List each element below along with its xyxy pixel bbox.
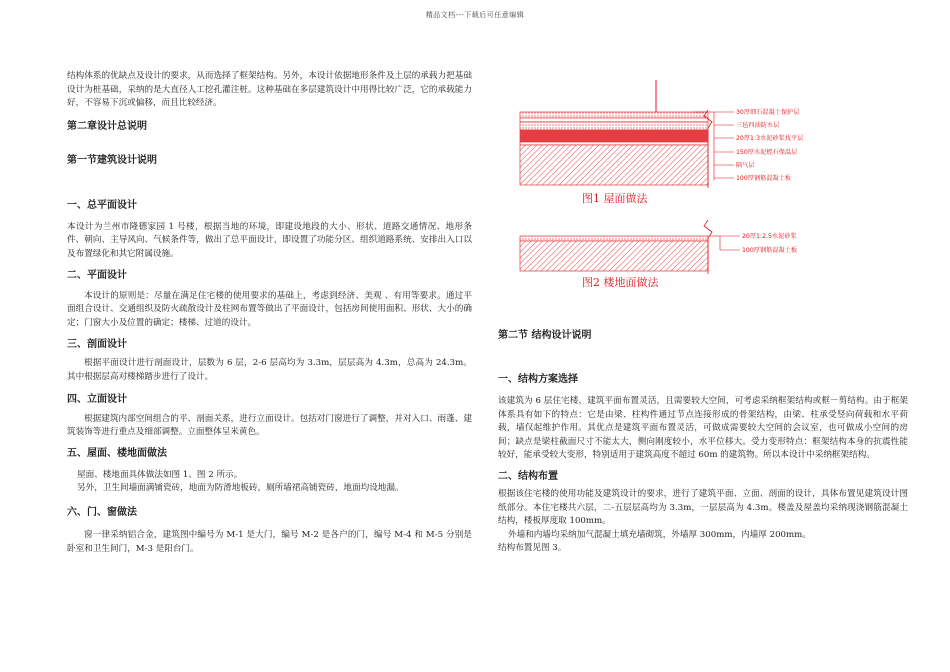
section-title-structure: 第二节 结构设计说明 xyxy=(498,330,592,341)
page-watermark: 精品文档---下载后可任意编辑 xyxy=(425,11,525,19)
paragraph-structure-layout-1: 根据该住宅楼的使用功能及建筑设计的要求，进行了建筑平面、立面、剖面的设计，具体布置见建筑设计图纸部分。本住宅楼共六层，二-五层层高均为 3.3m，一层层高为 4.3m。楼盖及屋盖均采纳现浇钢筋混凝土结构，楼板厚度取 100mm。 xyxy=(498,488,908,527)
roof-layer-4-label: 150厚水泥蛭石保温层 xyxy=(736,149,798,156)
paragraph-section-design: 根据平面设计进行剖面设计，层数为 6 层，2-6 层高均为 3.3m，层层高为 4.3m，总高为 24.3m。其中根据层高对楼梯踏步进行了设计。 xyxy=(67,358,472,382)
paragraph-roof-floor-1: 屋面、楼地面具体做法如图 1、图 2 所示。 xyxy=(77,469,243,480)
paragraph-doors-windows: 窗一律采纳铝合金，建筑图中编号为 M-1 是大门，编号 M-2 是各户的门，编号 M-4 和 M-5 分别是卧室和卫生间门，M-3 是阳台门。 xyxy=(67,529,472,554)
paragraph-structure-scheme: 该建筑为 6 层住宅楼，建筑平面布置灵活，且需要较大空间，可考虑采纳框架结构或框－剪结构。由于框架体系具有如下的特点：它是由梁、柱构件通过节点连接形成的骨架结构，由梁、柱承受竖向荷载和水平荷载，墙仅起维护作用。其优点是建筑平面布置灵活，可做成需要较大空间的会议室，也可做成小空间的房间；缺点是梁柱截面尺寸不能太大，侧向刚度较小，水平位移大。受力变形特点：框架结构本身的抗震性能较好，能承受较大变形，特别适用于建筑高度不超过 60m 的建筑物。所以本设计中采纳框架结构。 xyxy=(498,396,908,461)
paragraph-elevation-design: 根据建筑内部空间组合的平、剖面关系，进行立面设计。包括对门窗进行了调整，并对入口、雨蓬、建筑装饰等进行重点及细部调整。立面整体呈米黄色。 xyxy=(67,413,472,438)
roof-layer-5-label: 隔气层 xyxy=(736,162,755,169)
left-column xyxy=(67,70,472,556)
floor-layer-2-label: 100厚钢筋混凝土板 xyxy=(742,247,798,254)
paragraph-plan-design: 本设计的原则是：尽量在满足住宅楼的使用要求的基础上，考虑到经济、美观 、有用等要求。通过平面组合设计、交通组织及防火疏散设计及柱网布置等做出了平面设计，包括房间使用面积、形状、大小的确定；门窗大小及位置的确定；楼梯、过道的设计。 xyxy=(67,290,472,328)
paragraph-structure-layout-3: 结构布置见图 3。 xyxy=(498,543,567,554)
roof-section-drawing xyxy=(520,80,804,205)
heading-site-plan: 一、总平面设计 xyxy=(67,199,137,211)
paragraph-roof-floor-2: 另外，卫生间墙面满铺瓷砖，地面为防滑地板砖，厕所墙裙高铺瓷砖，地面均设地漏。 xyxy=(77,483,404,494)
heading-doors-windows: 六、门、窗做法 xyxy=(67,506,137,518)
construction-figure-svg xyxy=(498,76,908,308)
section-title-architecture: 第一节建筑设计说明 xyxy=(67,154,157,166)
construction-figure xyxy=(498,76,908,308)
heading-structure-layout: 二、结构布置 xyxy=(498,470,558,482)
paragraph-structure-layout-2: 外墙和内墙均采纳加气混凝土填充墙砌筑，外墙厚 300mm，内墙厚 200mm。 xyxy=(508,529,811,540)
intro-paragraph: 结构体系的优缺点及设计的要求，从而选择了框架结构。另外，本设计依据地形条件及土层的承载力把基础设计为桩基础，采纳的是大直径人工挖孔灌注桩。这种基础在多层建筑设计中用得比较广泛，它的承载能力好，不容易下沉或偏移，而且比较经济。 xyxy=(67,71,472,109)
roof-layer-6-label: 100厚钢筋混凝土板 xyxy=(736,175,792,182)
floor-section-drawing xyxy=(520,220,797,289)
heading-section-design: 三、剖面设计 xyxy=(67,339,127,351)
roof-layer-1-label: 30厚细石混凝土保护层 xyxy=(736,109,800,116)
heading-elevation-design: 四、立面设计 xyxy=(67,393,127,405)
paragraph-site-plan: 本设计为兰州市隆德家园 1 号楼，根据当地的环境，即建设地段的大小、形状、道路交通情况、地形条件、朝向、主导风向、气候条件等，做出了总平面设计，即设置了功能分区、组织道路系统、安排出入口以及布置绿化和其它附属设施。 xyxy=(67,221,472,259)
roof-figure-caption: 图1 屋面做法 xyxy=(582,192,648,205)
heading-structure-scheme: 一、结构方案选择 xyxy=(498,374,578,385)
floor-figure-caption: 图2 楼地面做法 xyxy=(582,276,659,289)
heading-plan-design: 二、平面设计 xyxy=(67,269,127,281)
right-column xyxy=(498,76,908,556)
roof-layer-3-label: 20厚1:3水泥砂浆找平层 xyxy=(736,135,804,142)
floor-layer-1-label: 20厚1:2.5水泥砂浆 xyxy=(742,233,797,240)
chapter-title: 第二章设计总说明 xyxy=(67,120,147,132)
heading-roof-floor: 五、屋面、楼地面做法 xyxy=(67,447,167,459)
roof-layer-2-label: 三毡四油防水层 xyxy=(736,122,780,129)
